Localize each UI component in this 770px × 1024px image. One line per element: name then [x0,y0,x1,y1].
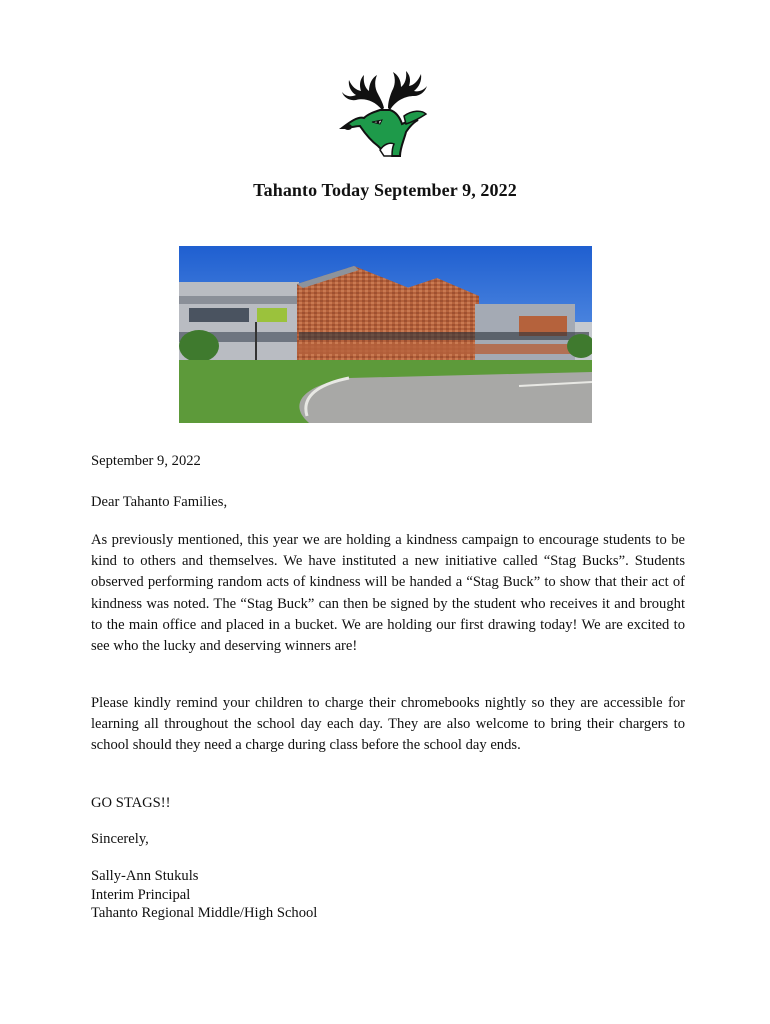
letter-closing: Sincerely, [91,831,149,847]
stag-mascot-logo [334,70,434,158]
newsletter-title: Tahanto Today September 9, 2022 [253,180,517,200]
school-building-photo [179,246,592,423]
letter-greeting: Dear Tahanto Families, [91,494,228,510]
letter-paragraph-chromebooks: Please kindly remind your children to charge their chromebooks nightly so they are accessible for learning all throughout the school day each day. They are also welcome to bring their chargers to school should they need a charge during class before the school day ends. [91,695,685,754]
letter-date: September 9, 2022 [91,453,201,469]
antlers-icon [342,71,427,110]
signature-school: Tahanto Regional Middle/High School [91,905,318,921]
signature-role: Interim Principal [91,886,191,903]
letter-cheer: GO STAGS!! [91,795,171,811]
letter-paragraph-kindness: As previously mentioned, this year we are holding a kindness campaign to encourage students to be kind to others and themselves. We have instituted a new initiative called “Stag Bucks”. Students observed performing random acts of kindness will be handed a “Stag Buck” to show that their act of kindness was noted. The “Stag Buck” can then be signed by the student who receives it and brought to the main office and placed in a bucket. We are holding our first drawing today! We are excited to see who the lucky and deserving winners are! [91,532,685,655]
signature-name: Sally-Ann Stukuls [91,868,199,884]
letter-signature [91,867,685,923]
